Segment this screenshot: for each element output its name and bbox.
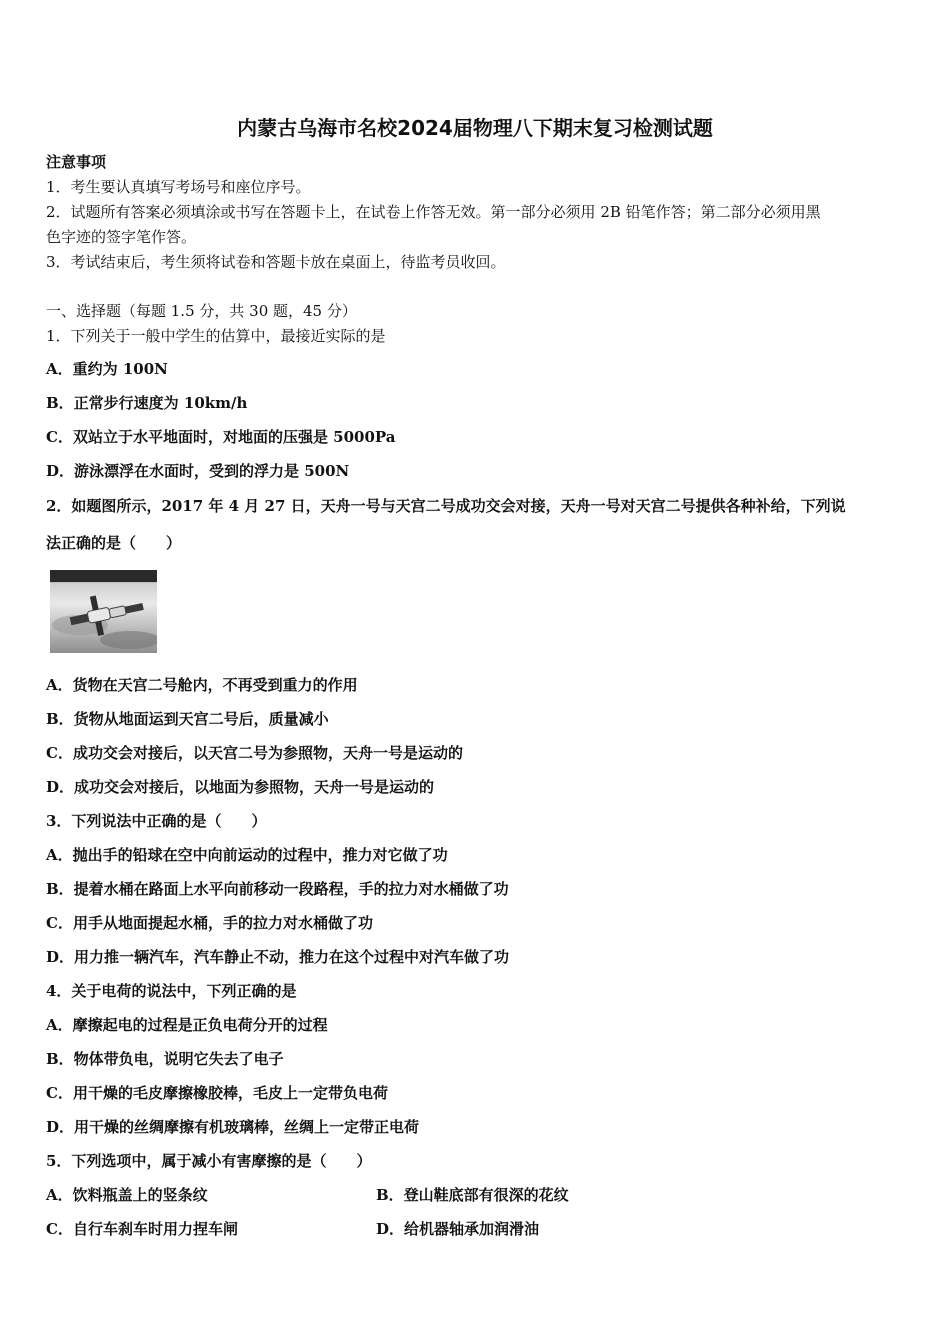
q4-option-c: C．用干燥的毛皮摩擦橡胶棒，毛皮上一定带负电荷	[46, 1084, 388, 1102]
q4-option-d: D．用干燥的丝绸摩擦有机玻璃棒，丝绸上一定带正电荷	[46, 1118, 420, 1136]
notice-heading: 注意事项	[46, 153, 107, 171]
notice-item-2: 2．试题所有答案必须填涂或书写在答题卡上，在试卷上作答无效。第一部分必须用 2B 铅笔作答；第二部分必须用黑	[46, 203, 821, 221]
section-heading: 一、选择题（每题 1.5 分，共 30 题，45 分）	[46, 302, 357, 320]
spacecraft-docking-photo	[50, 570, 157, 653]
q5-option-c: C．自行车刹车时用力捏车闸	[46, 1220, 238, 1238]
q3-option-b: B．提着水桶在路面上水平向前移动一段路程，手的拉力对水桶做了功	[46, 880, 509, 898]
q2-stem-line2: 法正确的是（ ）	[46, 534, 182, 552]
q2-option-c: C．成功交会对接后，以天宫二号为参照物，天舟一号是运动的	[46, 744, 463, 762]
q4-stem: 4．关于电荷的说法中，下列正确的是	[46, 982, 297, 1000]
page-title: 内蒙古乌海市名校2024届物理八下期末复习检测试题	[237, 116, 713, 140]
q5-stem: 5．下列选项中，属于减小有害摩擦的是（ ）	[46, 1152, 372, 1170]
q1-option-d: D．游泳漂浮在水面时，受到的浮力是 500N	[46, 462, 350, 480]
q5-option-a: A．饮料瓶盖上的竖条纹	[46, 1186, 208, 1204]
q2-option-b: B．货物从地面运到天宫二号后，质量减小	[46, 710, 329, 728]
q2-option-d: D．成功交会对接后，以地面为参照物，天舟一号是运动的	[46, 778, 435, 796]
q1-option-a: A．重约为 100N	[46, 360, 168, 378]
q4-option-b: B．物体带负电，说明它失去了电子	[46, 1050, 284, 1068]
q3-stem: 3．下列说法中正确的是（ ）	[46, 812, 267, 830]
q5-option-d: D．给机器轴承加润滑油	[376, 1220, 540, 1238]
q3-option-d: D．用力推一辆汽车，汽车静止不动，推力在这个过程中对汽车做了功	[46, 948, 510, 966]
q2-stem-line1: 2．如题图所示，2017 年 4 月 27 日，天舟一号与天宫二号成功交会对接，天舟一号对天宫二号提供各种补给，下列说	[46, 497, 846, 515]
q5-option-b: B．登山鞋底部有很深的花纹	[376, 1186, 569, 1204]
q3-option-a: A．抛出手的铅球在空中向前运动的过程中，推力对它做了功	[46, 846, 448, 864]
notice-item-3: 3．考试结束后，考生须将试卷和答题卡放在桌面上，待监考员收回。	[46, 253, 506, 271]
q4-option-a: A．摩擦起电的过程是正负电荷分开的过程	[46, 1016, 328, 1034]
q1-stem: 1．下列关于一般中学生的估算中，最接近实际的是	[46, 327, 386, 345]
q2-option-a: A．货物在天宫二号舱内，不再受到重力的作用	[46, 676, 358, 694]
q3-option-c: C．用手从地面提起水桶，手的拉力对水桶做了功	[46, 914, 373, 932]
q1-option-c: C．双站立于水平地面时，对地面的压强是 5000Pa	[46, 428, 396, 446]
spacecraft-icon	[50, 570, 157, 653]
notice-item-1: 1．考生要认真填写考场号和座位序号。	[46, 178, 311, 196]
q1-option-b: B．正常步行速度为 10km/h	[46, 394, 248, 412]
notice-item-2-continued: 色字迹的签字笔作答。	[46, 228, 197, 246]
